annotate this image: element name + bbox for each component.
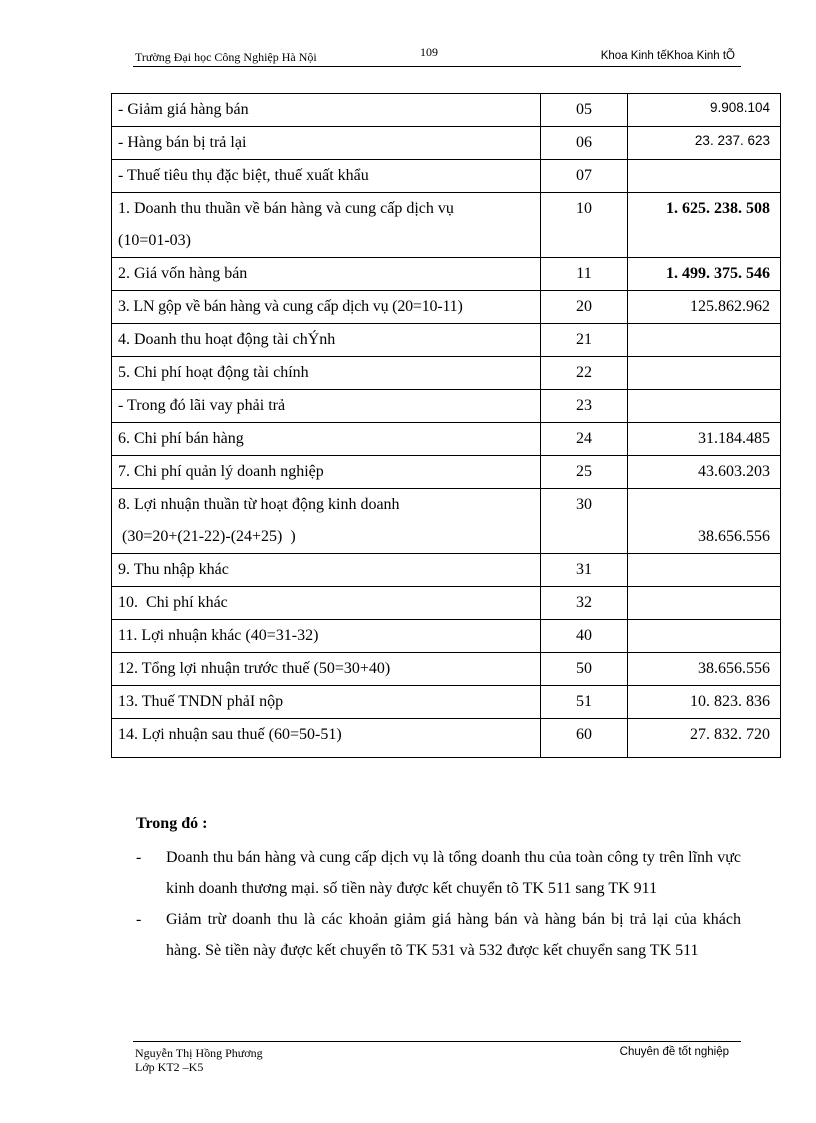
- header-university: Trường Đại học Công Nghiệp Hà Nội: [135, 50, 317, 64]
- row-code: 60: [541, 719, 628, 758]
- table-row: [112, 291, 781, 324]
- row-code: 25: [541, 456, 628, 489]
- row-label: 11. Lợi nhuận khác (40=31-32): [112, 620, 541, 653]
- row-value: [628, 160, 781, 193]
- table-row: [112, 620, 781, 653]
- header-faculty: Khoa Kinh tếKhoa Kinh tÕ: [600, 50, 735, 62]
- row-code: 23: [541, 390, 628, 423]
- table-row: [112, 94, 781, 127]
- row-value: 9.908.104: [628, 94, 781, 127]
- table-row: [112, 357, 781, 390]
- row-label-multiline: [112, 489, 541, 554]
- page-number: 109: [420, 45, 438, 59]
- footer-author: Nguyễn Thị Hồng Phương: [135, 1046, 263, 1060]
- row-code: 22: [541, 357, 628, 390]
- row-label: 4. Doanh thu hoạt động tài chÝnh: [112, 324, 541, 357]
- row-code: 11: [541, 258, 628, 291]
- row-label: - Giảm giá hàng bán: [112, 94, 541, 127]
- income-statement-table: [111, 93, 781, 758]
- row-code: 40: [541, 620, 628, 653]
- row-label: 2. Giá vốn hàng bán: [112, 258, 541, 291]
- page-footer: [133, 1041, 741, 1074]
- footer-class: Lớp KT2 –K5: [135, 1060, 204, 1074]
- row-code: 10: [541, 193, 628, 258]
- row-code: 21: [541, 324, 628, 357]
- note-item: [136, 904, 741, 966]
- notes-section: [136, 812, 741, 966]
- table-row: [112, 686, 781, 719]
- row-value: 1. 625. 238. 508: [628, 193, 781, 258]
- row-label-formula: (10=01-03): [118, 232, 192, 249]
- row-code: 20: [541, 291, 628, 324]
- row-value: 38.656.556: [628, 653, 781, 686]
- note-bullet: -: [136, 849, 142, 866]
- row-code: 06: [541, 127, 628, 160]
- row-value: 27. 832. 720: [628, 719, 781, 758]
- row-code: 30: [541, 489, 628, 554]
- row-label: 1. Doanh thu thuần về bán hàng và cung cấp dịch vụ: [118, 200, 454, 217]
- row-code: 51: [541, 686, 628, 719]
- row-label: - Trong đó lãi vay phải trả: [112, 390, 541, 423]
- row-label: 5. Chi phí hoạt động tài chính: [112, 357, 541, 390]
- row-code: 32: [541, 587, 628, 620]
- page-header: [133, 44, 741, 67]
- note-item: [136, 842, 741, 904]
- note-text: Doanh thu bán hàng và cung cấp dịch vụ là tổng doanh thu của toàn công ty trên lĩnh vực kinh doanh thương mại. số tiền này được kết chuyển tõ TK 511 sang TK 911: [166, 849, 741, 897]
- row-code: 05: [541, 94, 628, 127]
- row-value: 10. 823. 836: [628, 686, 781, 719]
- row-label-formula: (30=20+(21-22)-(24+25) ): [118, 528, 296, 545]
- row-value: 1. 499. 375. 546: [628, 258, 781, 291]
- row-label: 6. Chi phí bán hàng: [112, 423, 541, 456]
- row-code: 24: [541, 423, 628, 456]
- table-row: [112, 653, 781, 686]
- row-label: 8. Lợi nhuận thuần từ hoạt động kinh doanh: [118, 496, 400, 513]
- row-value: [628, 324, 781, 357]
- table-row: [112, 127, 781, 160]
- table-row: [112, 258, 781, 291]
- row-value: 31.184.485: [628, 423, 781, 456]
- row-label: - Hàng bán bị trả lại: [112, 127, 541, 160]
- row-code: 07: [541, 160, 628, 193]
- row-value-cell: [628, 489, 781, 554]
- row-label: 14. Lợi nhuận sau thuế (60=50-51): [112, 719, 541, 758]
- table-row: [112, 193, 781, 258]
- table-row: [112, 456, 781, 489]
- row-label: 3. LN gộp về bán hàng và cung cấp dịch vụ (20=10-11): [112, 291, 541, 324]
- table-row: [112, 160, 781, 193]
- row-label: 13. Thuế TNDN phảI nộp: [112, 686, 541, 719]
- row-code: 31: [541, 554, 628, 587]
- table-row: [112, 390, 781, 423]
- table-row: [112, 423, 781, 456]
- footer-title: Chuyên đề tốt nghiệp: [619, 1046, 729, 1058]
- row-value: [628, 390, 781, 423]
- row-value: 23. 237. 623: [628, 127, 781, 160]
- row-label: 10. Chi phí khác: [112, 587, 541, 620]
- row-code: 50: [541, 653, 628, 686]
- row-label-multiline: [112, 193, 541, 258]
- table-row: [112, 324, 781, 357]
- row-value: [628, 587, 781, 620]
- note-text: Giảm trừ doanh thu là các khoản giảm giá hàng bán và hàng bán bị trả lại của khách hàng. Sè tiền này được kết chuyển tõ TK 531 và 532 được kết chuyển sang TK 511: [166, 911, 741, 959]
- table-row: [112, 587, 781, 620]
- row-value: 125.862.962: [628, 291, 781, 324]
- row-value: [628, 357, 781, 390]
- row-value: 38.656.556: [698, 528, 770, 545]
- row-label: - Thuế tiêu thụ đặc biệt, thuế xuất khẩu: [112, 160, 541, 193]
- row-value: 43.603.203: [628, 456, 781, 489]
- row-label: 7. Chi phí quản lý doanh nghiệp: [112, 456, 541, 489]
- notes-title: Trong đó :: [136, 815, 208, 832]
- table-row: [112, 719, 781, 758]
- row-value: [628, 620, 781, 653]
- table-row: [112, 489, 781, 554]
- row-value: [628, 554, 781, 587]
- note-bullet: -: [136, 911, 142, 928]
- row-label: 9. Thu nhập khác: [112, 554, 541, 587]
- row-label: 12. Tổng lợi nhuận trước thuế (50=30+40): [112, 653, 541, 686]
- table-row: [112, 554, 781, 587]
